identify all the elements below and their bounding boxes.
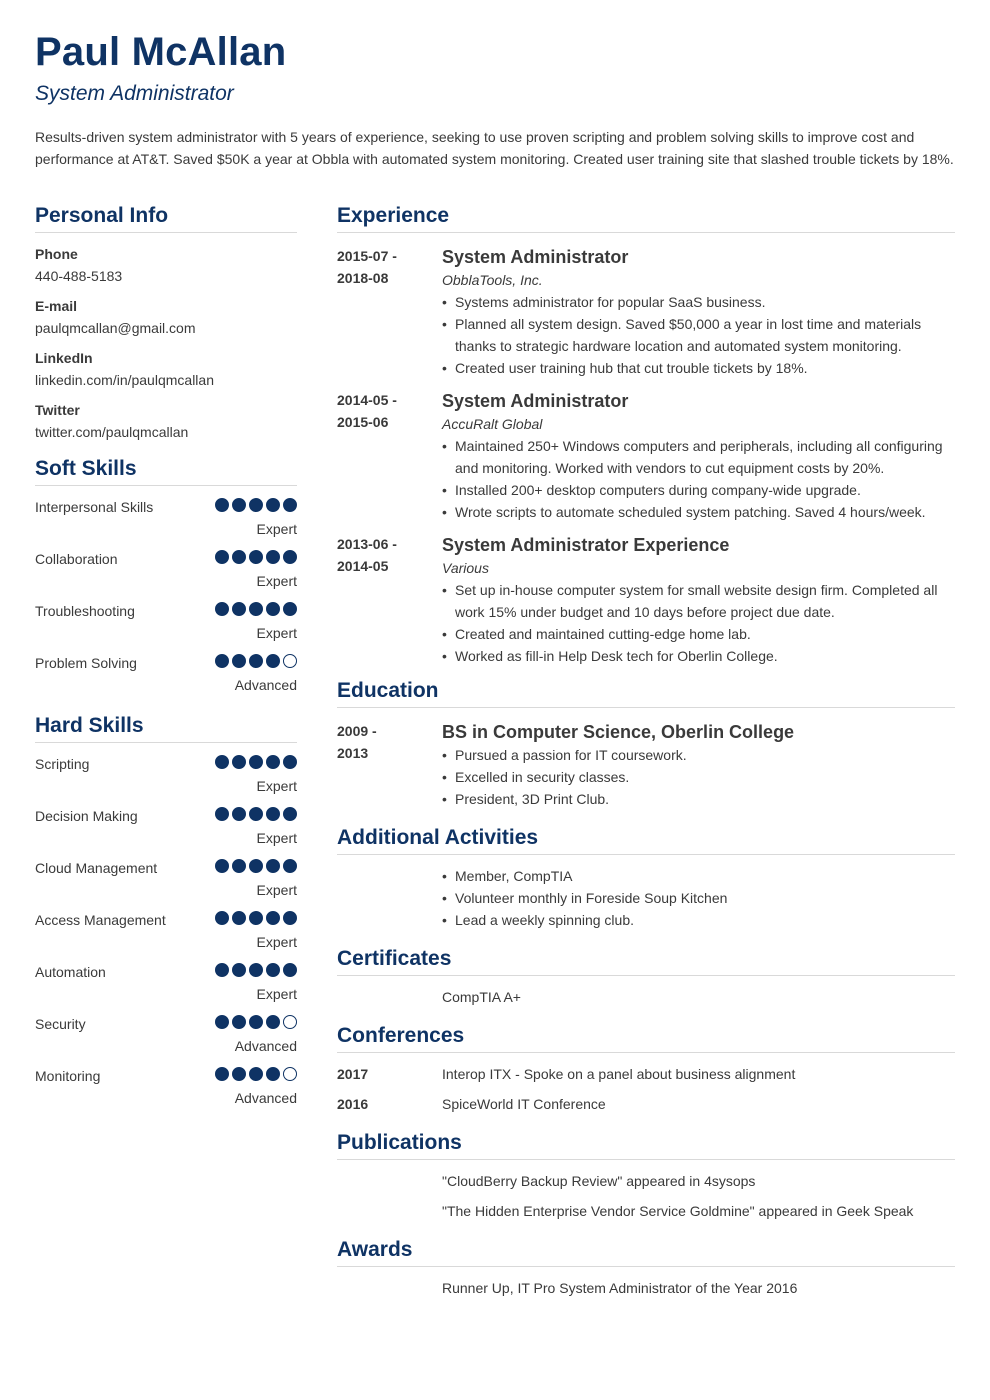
experience-entry — [337, 245, 955, 379]
rating-dot-filled — [249, 498, 263, 512]
soft-skills-list — [35, 486, 297, 704]
education-entry — [337, 720, 955, 810]
experience-section — [337, 202, 955, 667]
info-value[interactable]: paulqmcallan@gmail.com — [35, 320, 196, 336]
certificates-body — [337, 976, 955, 1008]
info-label: Twitter — [35, 402, 80, 418]
candidate-name: Paul McAllan — [35, 30, 287, 74]
list-item: • Worked as fill-in Help Desk tech for Oberlin College. — [442, 645, 955, 667]
info-value[interactable]: twitter.com/paulqmcallan — [35, 424, 189, 440]
rating-dot-empty — [283, 1015, 297, 1029]
rating-dot-filled — [232, 1015, 246, 1029]
hard-skills-list — [35, 743, 297, 1117]
info-phone — [35, 243, 297, 287]
skill-level: Advanced — [234, 677, 297, 693]
skill-level: Expert — [256, 986, 297, 1002]
experience-date — [337, 389, 442, 523]
skill-rating — [215, 911, 297, 925]
candidate-role: System Administrator — [35, 82, 234, 105]
experience-body — [442, 389, 955, 523]
skill-level: Expert — [256, 830, 297, 846]
skill-name: Scripting — [35, 756, 90, 772]
rating-dot-filled — [249, 1067, 263, 1081]
list-item: • Set up in-house computer system for small website design firm. Completed all work 15% under budget and 10 days before project due date. — [442, 579, 955, 623]
education-title: Education — [337, 677, 955, 708]
list-item: • President, 3D Print Club. — [442, 788, 955, 810]
skill-level: Expert — [256, 778, 297, 794]
skill-row — [35, 600, 297, 652]
info-value[interactable]: 440-488-5183 — [35, 268, 123, 284]
left-column — [35, 202, 297, 1127]
rating-dot-filled — [249, 1015, 263, 1029]
skill-rating — [215, 1015, 297, 1029]
experience-entry — [337, 389, 955, 523]
personal-info-title: Personal Info — [35, 202, 297, 233]
rating-dot-filled — [266, 807, 280, 821]
rating-dot-filled — [215, 498, 229, 512]
certificates-section — [337, 945, 955, 1008]
skill-name: Security — [35, 1016, 86, 1032]
skill-name: Collaboration — [35, 551, 118, 567]
skill-name: Cloud Management — [35, 860, 158, 876]
skill-name: Automation — [35, 964, 106, 980]
rating-dot-filled — [266, 859, 280, 873]
rating-dot-filled — [232, 963, 246, 977]
rating-dot-filled — [266, 1067, 280, 1081]
education-section — [337, 677, 955, 810]
rating-dot-filled — [266, 911, 280, 925]
publication-item: "The Hidden Enterprise Vendor Service Goldmine" appeared in Geek Speak — [442, 1203, 914, 1219]
soft-skills-title: Soft Skills — [35, 455, 297, 486]
skill-row — [35, 961, 297, 1013]
personal-info — [35, 233, 297, 443]
rating-dot-filled — [232, 498, 246, 512]
rating-dot-filled — [249, 550, 263, 564]
rating-dot-filled — [283, 755, 297, 769]
conference-text: SpiceWorld IT Conference — [442, 1096, 606, 1112]
list-item: • Systems administrator for popular SaaS business. — [442, 291, 955, 313]
rating-dot-filled — [215, 859, 229, 873]
date-start: 2013-06 - — [337, 536, 397, 552]
rating-dot-filled — [232, 654, 246, 668]
skill-name: Decision Making — [35, 808, 138, 824]
right-column — [337, 202, 955, 1313]
rating-dot-filled — [283, 859, 297, 873]
conference-year: 2017 — [337, 1066, 369, 1082]
rating-dot-filled — [215, 807, 229, 821]
experience-bullets — [442, 579, 955, 667]
rating-dot-filled — [232, 807, 246, 821]
education-body — [442, 720, 955, 810]
skill-name: Problem Solving — [35, 655, 137, 671]
education-date — [337, 720, 442, 810]
company-name: AccuRalt Global — [442, 416, 543, 432]
skill-row — [35, 909, 297, 961]
experience-bullets — [442, 291, 955, 379]
info-value[interactable]: linkedin.com/in/paulqmcallan — [35, 372, 214, 388]
list-item: • Lead a weekly spinning club. — [442, 909, 955, 931]
rating-dot-filled — [266, 550, 280, 564]
experience-date — [337, 245, 442, 379]
date-start: 2015-07 - — [337, 248, 397, 264]
list-item: • Installed 200+ desktop computers during company-wide upgrade. — [442, 479, 955, 501]
skill-row — [35, 496, 297, 548]
rating-dot-filled — [266, 755, 280, 769]
activities-section — [337, 824, 955, 931]
skill-row — [35, 1013, 297, 1065]
experience-date — [337, 533, 442, 667]
skill-rating — [215, 602, 297, 616]
rating-dot-filled — [215, 911, 229, 925]
skill-row — [35, 805, 297, 857]
rating-dot-filled — [232, 1067, 246, 1081]
info-linkedin — [35, 347, 297, 391]
skill-rating — [215, 755, 297, 769]
date-end: 2018-08 — [337, 270, 389, 286]
company-name: Various — [442, 560, 489, 576]
rating-dot-filled — [283, 807, 297, 821]
experience-body — [442, 533, 955, 667]
rating-dot-filled — [283, 911, 297, 925]
rating-dot-filled — [215, 654, 229, 668]
rating-dot-filled — [249, 654, 263, 668]
rating-dot-filled — [249, 911, 263, 925]
awards-title: Awards — [337, 1236, 955, 1267]
education-bullets — [442, 744, 955, 810]
rating-dot-filled — [266, 654, 280, 668]
skill-level: Advanced — [234, 1038, 297, 1054]
rating-dot-filled — [283, 602, 297, 616]
rating-dot-filled — [249, 963, 263, 977]
skill-level: Expert — [256, 882, 297, 898]
activities-bullets — [442, 865, 955, 931]
skill-rating — [215, 1067, 297, 1081]
info-twitter — [35, 399, 297, 443]
info-label: LinkedIn — [35, 350, 93, 366]
rating-dot-filled — [215, 602, 229, 616]
rating-dot-filled — [215, 550, 229, 564]
job-title: System Administrator — [442, 391, 629, 411]
rating-dot-empty — [283, 654, 297, 668]
rating-dot-filled — [249, 755, 263, 769]
info-email — [35, 295, 297, 339]
degree-title: BS in Computer Science, Oberlin College — [442, 722, 795, 742]
company-name: ObblaTools, Inc. — [442, 272, 543, 288]
rating-dot-empty — [283, 1067, 297, 1081]
skill-name: Troubleshooting — [35, 603, 135, 619]
certificates-title: Certificates — [337, 945, 955, 976]
list-item: • Maintained 250+ Windows computers and peripherals, including all configuring and monitoring. Worked with vendors to cut equipment costs by 20%. — [442, 435, 955, 479]
list-item: • Wrote scripts to automate scheduled system patching. Saved 4 hours/week. — [442, 501, 955, 523]
conference-text: Interop ITX - Spoke on a panel about business alignment — [442, 1066, 796, 1082]
skill-name: Monitoring — [35, 1068, 101, 1084]
skill-row — [35, 753, 297, 805]
publication-item: "CloudBerry Backup Review" appeared in 4sysops — [442, 1173, 756, 1189]
conference-row — [337, 1093, 955, 1115]
skill-rating — [215, 859, 297, 873]
skill-level: Expert — [256, 625, 297, 641]
experience-entry — [337, 533, 955, 667]
list-item: • Created and maintained cutting-edge home lab. — [442, 623, 955, 645]
experience-body — [442, 245, 955, 379]
experience-title: Experience — [337, 202, 955, 233]
skill-row — [35, 652, 297, 704]
rating-dot-filled — [283, 550, 297, 564]
rating-dot-filled — [249, 859, 263, 873]
list-item: • Excelled in security classes. — [442, 766, 955, 788]
education-list — [337, 708, 955, 810]
rating-dot-filled — [283, 498, 297, 512]
list-item: • Member, CompTIA — [442, 865, 955, 887]
skill-row — [35, 1065, 297, 1117]
rating-dot-filled — [249, 602, 263, 616]
skill-row — [35, 857, 297, 909]
skill-rating — [215, 807, 297, 821]
date-end: 2014-05 — [337, 558, 389, 574]
rating-dot-filled — [249, 807, 263, 821]
skill-rating — [215, 963, 297, 977]
skill-name: Interpersonal Skills — [35, 499, 154, 515]
list-item: • Volunteer monthly in Foreside Soup Kitchen — [442, 887, 955, 909]
skill-rating — [215, 654, 297, 668]
publications-section — [337, 1129, 955, 1222]
publications-title: Publications — [337, 1129, 955, 1160]
skill-rating — [215, 550, 297, 564]
skill-rating — [215, 498, 297, 512]
rating-dot-filled — [215, 1067, 229, 1081]
info-label: Phone — [35, 246, 78, 262]
rating-dot-filled — [232, 755, 246, 769]
summary: Results-driven system administrator with 5 years of experience, seeking to use proven scripting and problem solving skills to improve cost and performance at AT&T. Saved $50K a year at Obbla with automated system monitoring. Created user training site that slashed trouble tickets by 18%. — [35, 129, 954, 167]
activities-title: Additional Activities — [337, 824, 955, 855]
rating-dot-filled — [266, 963, 280, 977]
rating-dot-filled — [232, 602, 246, 616]
awards-body — [337, 1267, 955, 1299]
conference-year: 2016 — [337, 1096, 369, 1112]
conferences-title: Conferences — [337, 1022, 955, 1053]
awards-section — [337, 1236, 955, 1299]
rating-dot-filled — [215, 963, 229, 977]
experience-list — [337, 233, 955, 667]
rating-dot-filled — [215, 755, 229, 769]
date-end: 2013 — [337, 745, 369, 761]
job-title: System Administrator Experience — [442, 535, 730, 555]
conference-row — [337, 1063, 955, 1085]
award-item: Runner Up, IT Pro System Administrator of the Year 2016 — [442, 1280, 798, 1296]
rating-dot-filled — [232, 550, 246, 564]
rating-dot-filled — [215, 1015, 229, 1029]
job-title: System Administrator — [442, 247, 629, 267]
rating-dot-filled — [266, 498, 280, 512]
list-item: • Planned all system design. Saved $50,000 a year in lost time and materials thanks to strategic hardware location and automated system monitoring. — [442, 313, 955, 357]
hard-skills-title: Hard Skills — [35, 712, 297, 743]
date-end: 2015-06 — [337, 414, 389, 430]
certificate-item: CompTIA A+ — [442, 989, 521, 1005]
skill-row — [35, 548, 297, 600]
rating-dot-filled — [266, 602, 280, 616]
activities-body — [337, 855, 955, 931]
skill-name: Access Management — [35, 912, 166, 928]
skill-level: Expert — [256, 521, 297, 537]
list-item: • Pursued a passion for IT coursework. — [442, 744, 955, 766]
publications-body — [337, 1160, 955, 1222]
rating-dot-filled — [232, 859, 246, 873]
rating-dot-filled — [266, 1015, 280, 1029]
skill-level: Expert — [256, 573, 297, 589]
conferences-section — [337, 1022, 955, 1115]
list-item: • Created user training hub that cut trouble tickets by 18%. — [442, 357, 955, 379]
conferences-list — [337, 1053, 955, 1115]
skill-level: Expert — [256, 934, 297, 950]
experience-bullets — [442, 435, 955, 523]
info-label: E-mail — [35, 298, 78, 314]
rating-dot-filled — [283, 963, 297, 977]
skill-level: Advanced — [234, 1090, 297, 1106]
rating-dot-filled — [232, 911, 246, 925]
date-start: 2014-05 - — [337, 392, 397, 408]
date-start: 2009 - — [337, 723, 377, 739]
